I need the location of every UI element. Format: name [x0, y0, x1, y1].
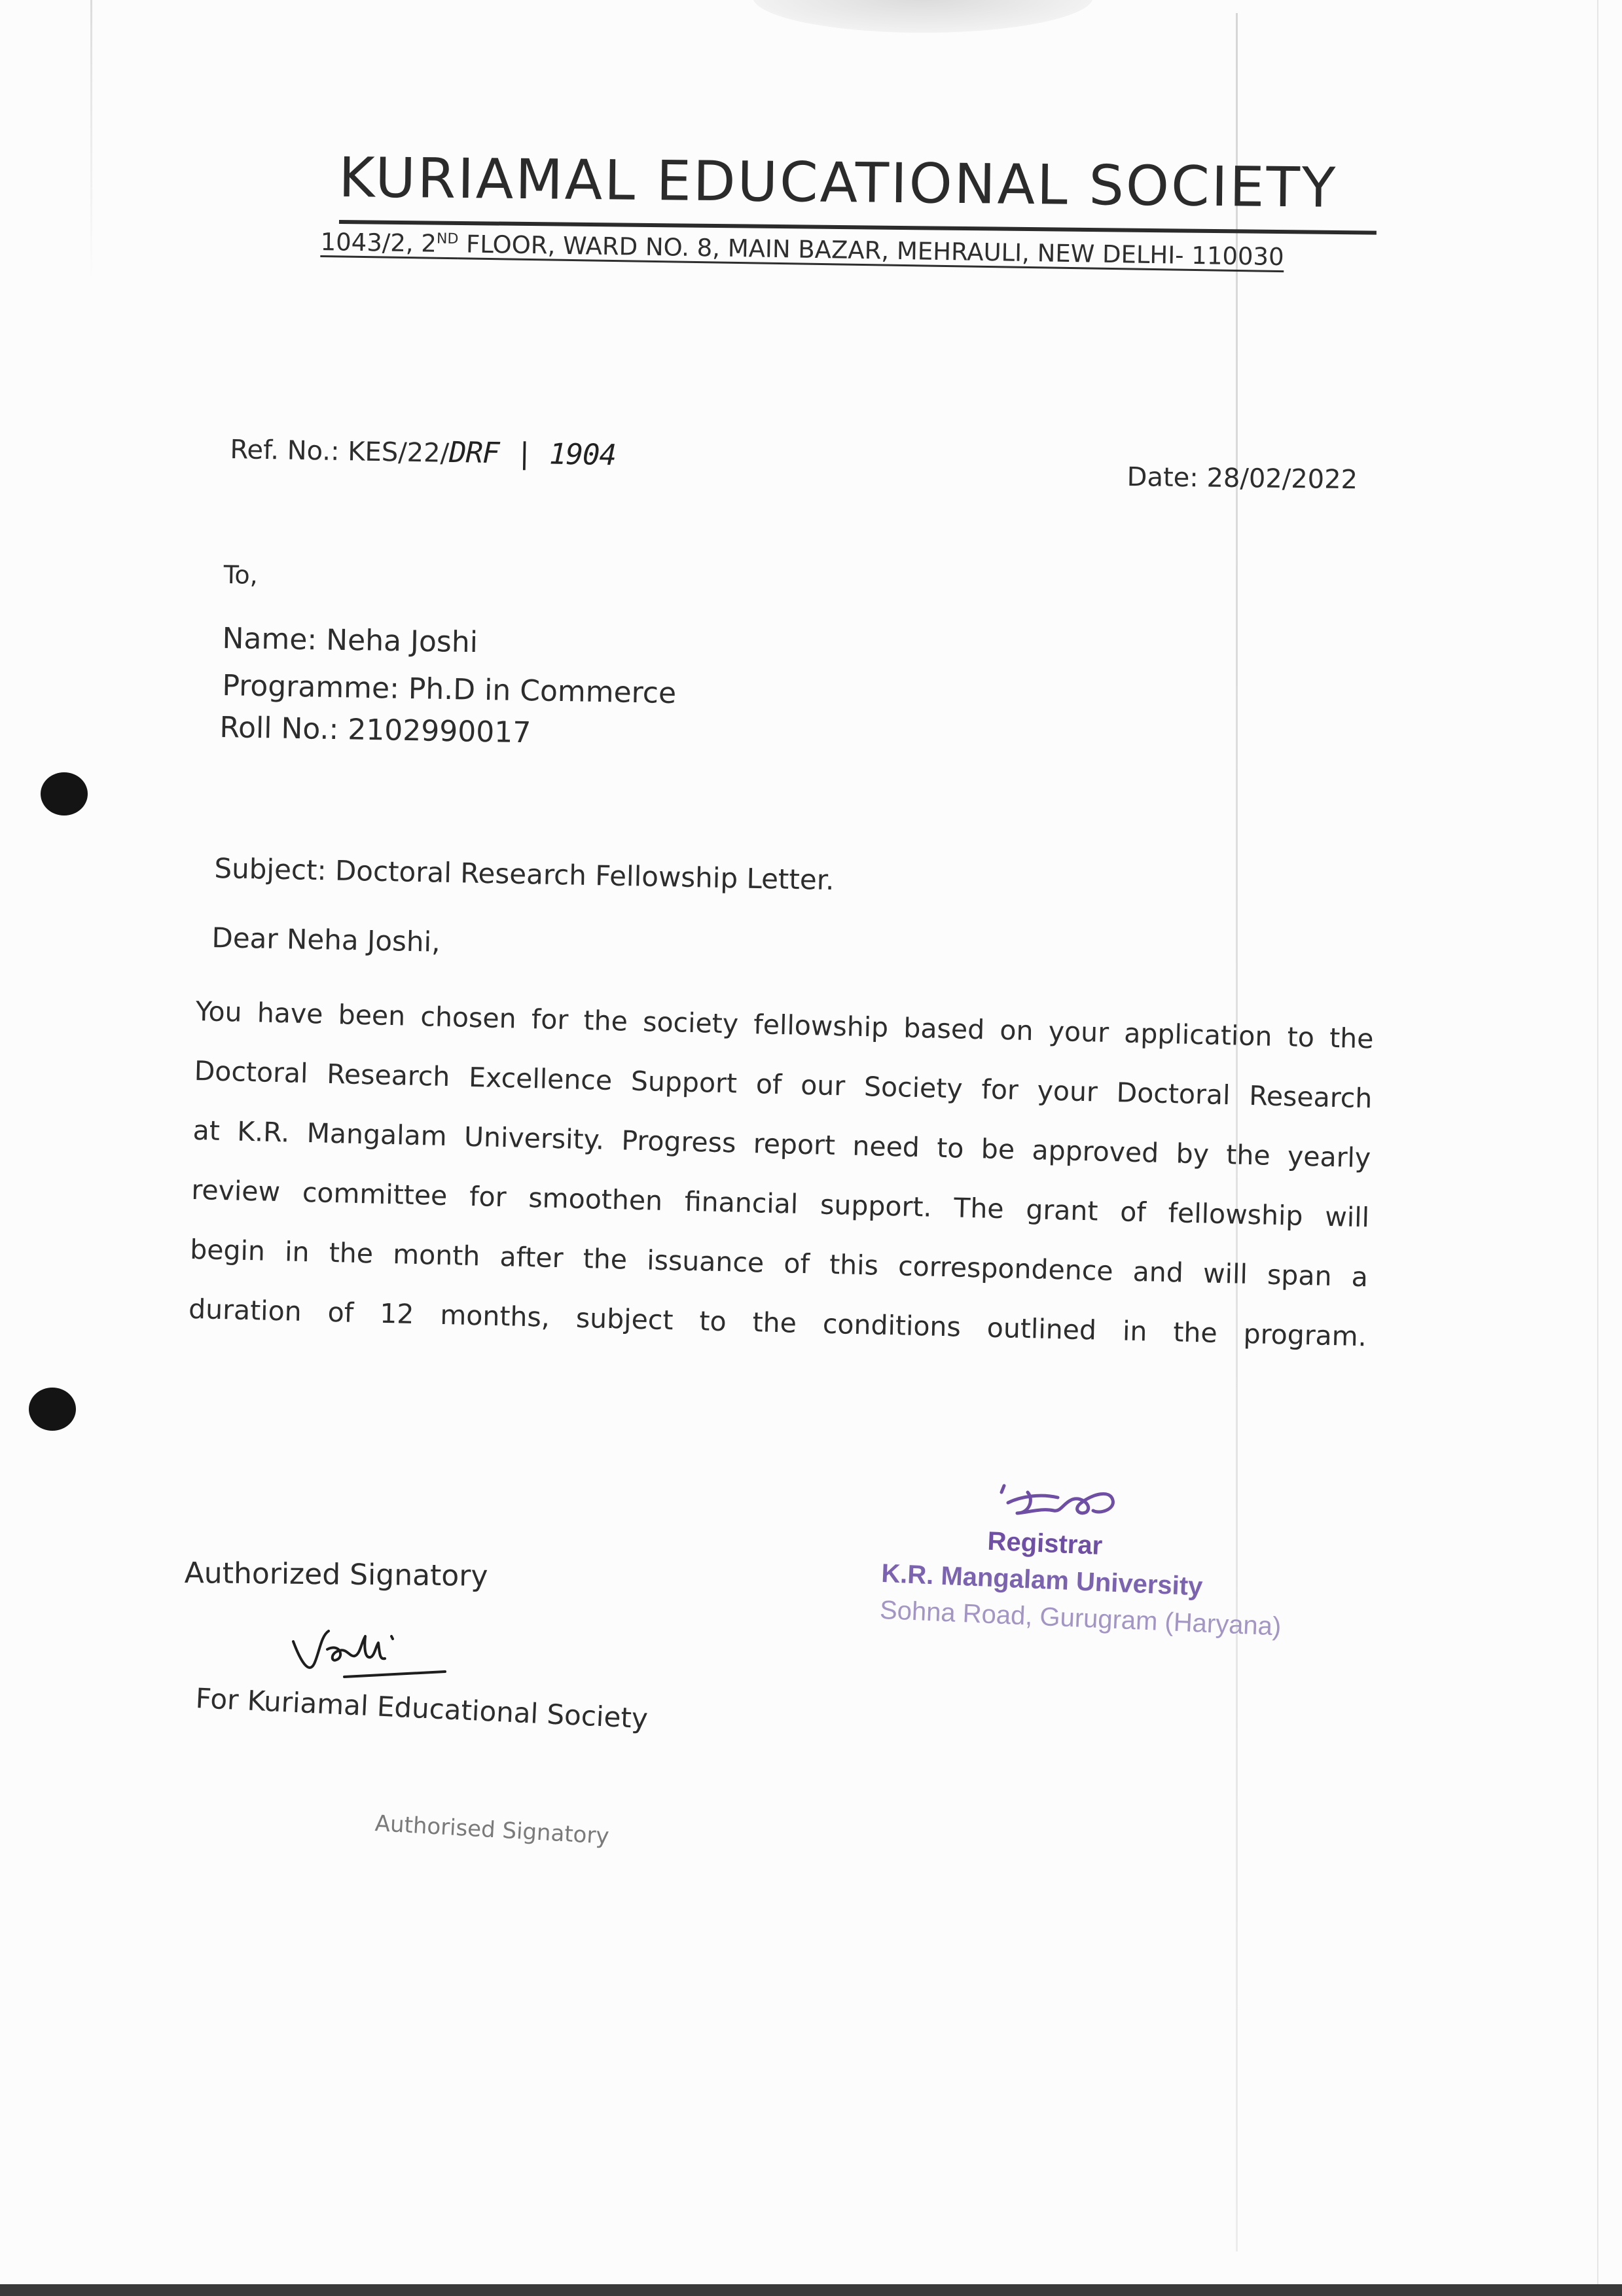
scan-edge	[0, 2284, 1622, 2296]
reference-handwritten: DRF | 1904	[448, 435, 617, 473]
scan-smudge	[753, 0, 1093, 33]
body-line: review committee for smoothen financial support. The grant of fellowship will	[190, 1174, 1370, 1234]
punch-hole	[29, 1388, 76, 1431]
reference-number	[230, 432, 616, 472]
recipient-roll-number: Roll No.: 2102990017	[219, 711, 532, 750]
registrar-stamp	[879, 1518, 1315, 1646]
reference-label: Ref. No.: KES/22/	[230, 434, 450, 469]
recipient-programme: Programme: Ph.D in Commerce	[222, 669, 677, 711]
letter-body	[188, 982, 1374, 1367]
body-line: duration of 12 months, subject to the conditions outlined in the program.	[188, 1293, 1367, 1353]
punch-hole	[41, 772, 88, 816]
stamp-address: Sohna Road, Gurugram (Haryana)	[879, 1595, 1282, 1641]
stamp-title: Registrar	[986, 1526, 1104, 1561]
letterhead-title: KURIAMAL EDUCATIONAL SOCIETY	[338, 145, 1338, 220]
authorized-signatory-label: Authorized Signatory	[184, 1556, 488, 1593]
recipient-to: To,	[223, 560, 259, 590]
recipient-name: Name: Neha Joshi	[222, 622, 478, 660]
scan-fold-line	[90, 0, 92, 281]
letter-greeting: Dear Neha Joshi,	[211, 922, 441, 958]
authorised-signatory-stamp: Authorised Signatory	[374, 1810, 610, 1850]
letter-subject: Subject: Doctoral Research Fellowship Letter.	[214, 852, 835, 897]
body-line: at K.R. Mangalam University. Progress report need to be approved by the yearly	[192, 1114, 1371, 1174]
body-line: You have been chosen for the society fellowship based on your application to the	[195, 995, 1375, 1055]
body-line: begin in the month after the issuance of this correspondence and will span a	[189, 1233, 1369, 1293]
handwritten-signature	[281, 1617, 458, 1689]
stamp-university: K.R. Mangalam University	[880, 1558, 1204, 1602]
letterhead-address: 1043/2, 2ND FLOOR, WARD NO. 8, MAIN BAZAR, MEHRAULI, NEW DELHI- 110030	[320, 228, 1284, 272]
scan-fold-line	[1597, 0, 1598, 2296]
letter-date: Date: 28/02/2022	[1126, 462, 1358, 495]
signatory-organization: For Kuriamal Educational Society	[194, 1682, 649, 1735]
body-line: Doctoral Research Excellence Support of our Society for your Doctoral Research	[194, 1054, 1373, 1115]
